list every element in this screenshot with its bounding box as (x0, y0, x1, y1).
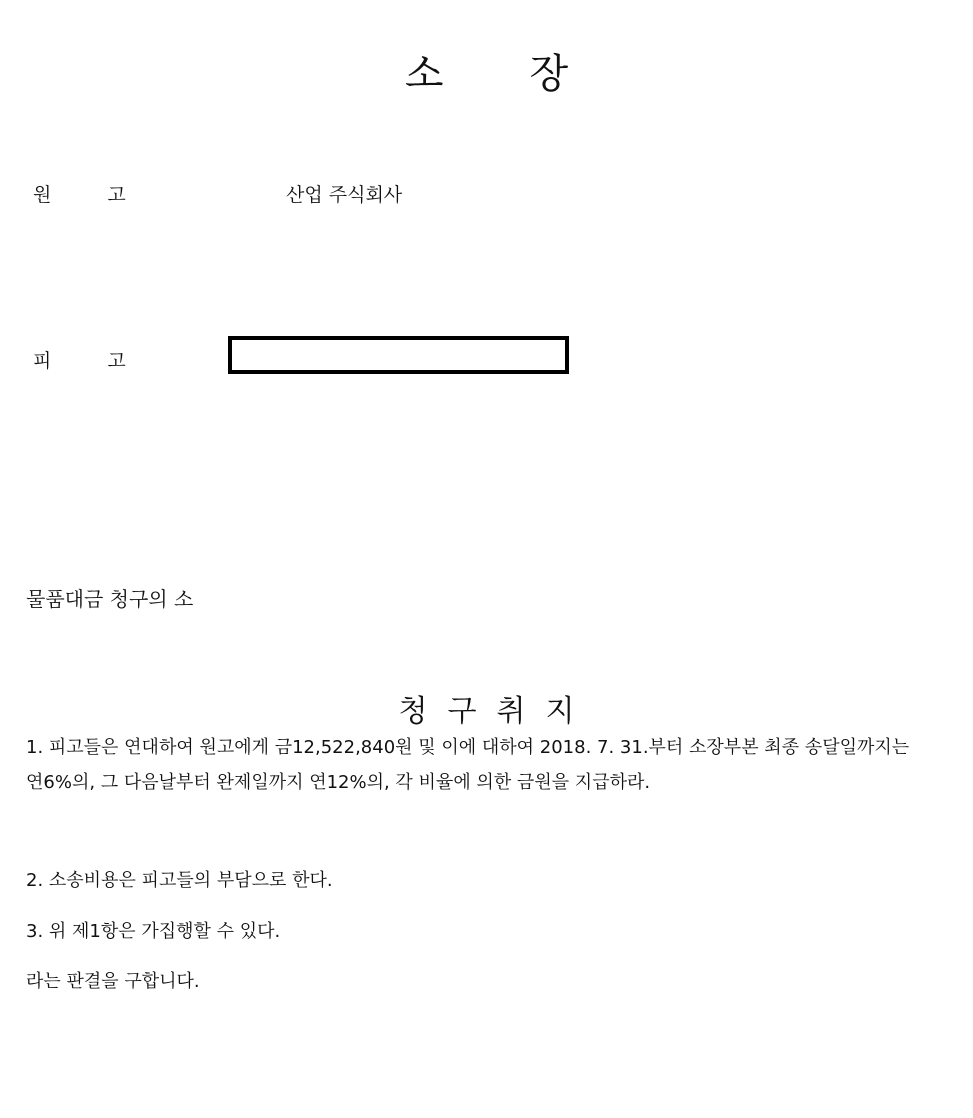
plaintiff-label (33, 180, 126, 207)
title-char-1: 소 (404, 51, 444, 97)
claim-item-2: 2. 소송비용은 피고들의 부담으로 한다. (26, 870, 333, 891)
plaintiff-name: 산업 주식회사 (286, 184, 403, 206)
defendant-label-char-1: 피 (33, 350, 52, 372)
defendant-label (33, 346, 126, 373)
plaintiff-label-char-2: 고 (107, 184, 126, 206)
document-title (0, 42, 973, 99)
claim-item-1: 1. 피고들은 연대하여 원고에게 금12,522,840원 및 이에 대하여 2018. 7. 31.부터 소장부본 최종 송달일까지는 연6%의, 그 다음날부터 완제일까지 연12%의, 각 비율에 의한 금원을 지급하라. (26, 737, 910, 793)
claim-item-3: 3. 위 제1항은 가집행할 수 있다. (26, 921, 281, 942)
title-char-2: 장 (529, 51, 569, 97)
case-name: 물품대금 청구의 소 (26, 587, 194, 611)
claim-closing: 라는 판결을 구합니다. (26, 971, 200, 992)
claim-section-heading: 청구취지 (398, 694, 595, 729)
defendant-redaction-box (228, 336, 569, 374)
defendant-label-char-2: 고 (107, 350, 126, 372)
plaintiff-label-char-1: 원 (33, 184, 52, 206)
